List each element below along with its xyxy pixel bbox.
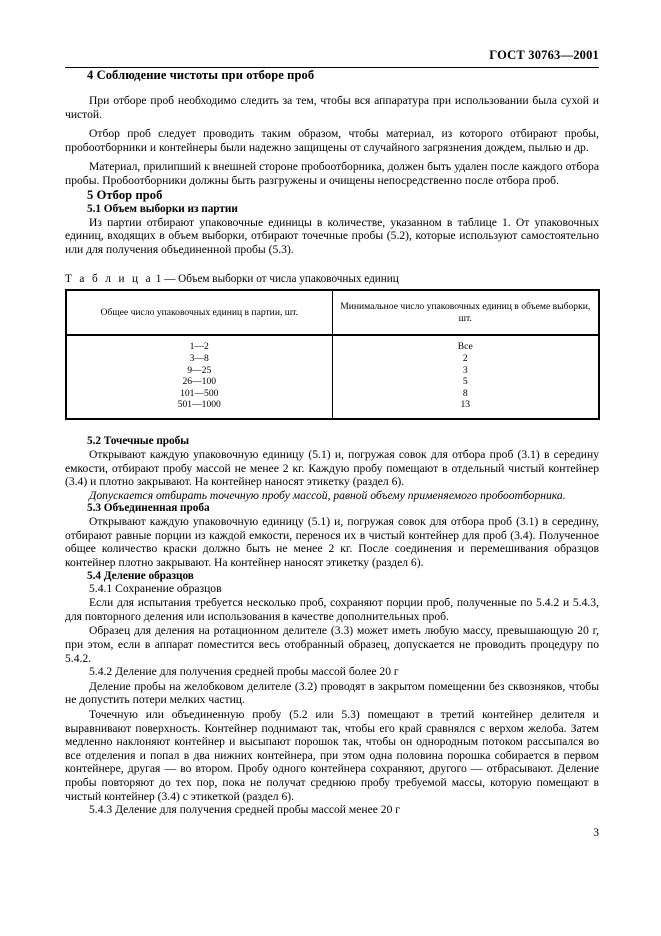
sampling-table-body — [66, 335, 599, 419]
table-caption-text: — Объем выборки от числа упаковочных единиц — [164, 273, 399, 286]
section-5-4-1-heading: 5.4.1 Сохранение образцов — [89, 581, 222, 595]
table-cell-total-units-column — [66, 335, 332, 419]
table-cell-total: 9—25 — [187, 364, 212, 376]
section-4-paragraph-1: При отборе проб необходимо следить за тем, чтобы вся аппаратура при использовании была сухой и чистой. — [65, 94, 599, 121]
table-header-total-units: Общее число упаковочных единиц в партии, шт. — [66, 290, 332, 335]
section-5-heading: 5 Отбор проб — [87, 187, 163, 202]
section-5-4-2-heading: 5.4.2 Деление для получения средней пробы массой более 20 г — [89, 665, 399, 679]
section-5-1-paragraph-1: Из партии отбирают упаковочные единицы в количестве, указанном в таблице 1. От упаковочных единиц, входящих в объем выборки, отбирают точечные пробы (5.2), которые используют самостоятельно или для получения объединенной пробы (5.3). — [65, 215, 599, 256]
section-4-heading: 4 Соблюдение чистоты при отборе проб — [87, 68, 315, 82]
section-5-4-2-paragraph-1: Деление пробы на желобковом делителе (3.2) проводят в закрытом помещении без сквозняков, чтобы не допустить потери мелких частиц. — [65, 679, 599, 707]
section-5-4-3-heading: 5.4.3 Деление для получения средней пробы массой менее 20 г — [89, 803, 401, 817]
section-5-2-note: Допускается отбирать точечную пробу массой, равной объему применяемого пробоотборника. — [89, 488, 566, 502]
sampling-table — [65, 289, 600, 420]
table-header-minimum-units: Минимальное число упаковочных единиц в объеме выборки, шт. — [332, 290, 599, 335]
table-caption-label: Т а б л и ц а — [65, 273, 153, 286]
section-4-paragraph-2: Отбор проб следует проводить таким образом, чтобы материал, из которого отбирают пробы, пробоотборники и контейнеры были надежно защищены от случайного загрязнения дождем, пылью и др. — [65, 127, 599, 154]
standard-number: ГОСТ 30763—2001 — [489, 48, 599, 62]
table-cell-minimum: 8 — [462, 387, 468, 399]
table-cell-total: 501—1000 — [177, 399, 221, 411]
table-cell-total: 3—8 — [189, 352, 209, 364]
table-caption — [65, 256, 599, 289]
section-5-3-heading: 5.3 Объединенная проба — [87, 502, 210, 515]
table-cell-minimum: 5 — [462, 376, 468, 388]
table-cell-minimum: Все — [457, 341, 473, 353]
table-cell-minimum: 2 — [462, 352, 468, 364]
table-header-row — [66, 290, 599, 335]
page-content — [65, 0, 599, 817]
table-cell-minimum: 3 — [462, 364, 468, 376]
document-header — [65, 0, 599, 64]
table-cell-total: 101—500 — [180, 387, 219, 399]
table-cell-total: 1—2 — [189, 341, 209, 353]
table-row — [66, 335, 599, 419]
section-5-4-heading: 5.4 Деление образцов — [87, 569, 194, 582]
sampling-table-head — [66, 290, 599, 335]
section-5-4-1-paragraph-2: Образец для деления на ротационном делителе (3.3) может иметь любую массу, превышающую 20 г, при этом, если в аппарат поместится весь отобранный образец, допускается не проводить процедуру по 5.4.2. — [65, 624, 599, 665]
section-5-1-heading: 5.1 Объем выборки из партии — [87, 202, 238, 215]
table-caption-number: 1 — [155, 273, 162, 286]
section-5-2-heading: 5.2 Точечные пробы — [87, 434, 189, 447]
section-5-4-2-paragraph-2: Точечную или объединенную пробу (5.2 или 5.3) помещают в третий контейнер делителя и выравнивают поверхность. Контейнер поднимают так, чтобы его край сравнялся с верхом желоба. Затем медленно наклоняют контейнер и высыпают порошок так, чтобы он однородным потоком рассыпался во все отделения и попал в два нижних контейнера, при этом одна половина порошка собирается в первом контейнере, другая — во втором. Пробу одного контейнера сохраняют, другого — отбрасывают. Деление пробы повторяют до тех пор, пока не получат среднюю пробу требуемой массы, которую помещают в чистый контейнер (3.4) с этикеткой (раздел 6). — [65, 708, 599, 803]
table-cell-total: 26—100 — [182, 376, 217, 388]
table-cell-minimum-units-column — [332, 335, 599, 419]
table-cell-minimum: 13 — [460, 399, 471, 411]
page-number: 3 — [593, 826, 599, 839]
section-5-2-paragraph-1: Открывают каждую упаковочную единицу (5.1) и, погружая совок для отбора проб (3.1) в середину емкости, отбирают пробу массой не менее 2 кг. Каждую пробу помещают в отдельный чистый контейнер (3.4) и плотно закрывают. На контейнер наносят этикетку (раздел 6). — [65, 447, 599, 489]
section-4-paragraph-3: Материал, прилипший к внешней стороне пробоотборника, должен быть удален после каждого отбора пробы. Пробоотборники должны быть разгружены и очищены непосредственно после отбора проб. — [65, 160, 599, 187]
section-5-3-paragraph-1: Открывают каждую упаковочную единицу (5.1) и, погружая совок для отбора проб (3.1) в середину, отбирают равные порции из каждой емкости, перенося их в чистый контейнер для проб (3.4). Полученное общее количество краски должно быть не менее 2 кг. После соединения и перемешивания образцов контейнер плотно закрывают. На контейнер наносят этикетку (раздел 6). — [65, 515, 599, 570]
section-5-4-1-paragraph-1: Если для испытания требуется несколько проб, сохраняют порции проб, полученные по 5.4.2 и 5.4.3, для повторного деления или использования в качестве дополнительных проб. — [65, 596, 599, 623]
